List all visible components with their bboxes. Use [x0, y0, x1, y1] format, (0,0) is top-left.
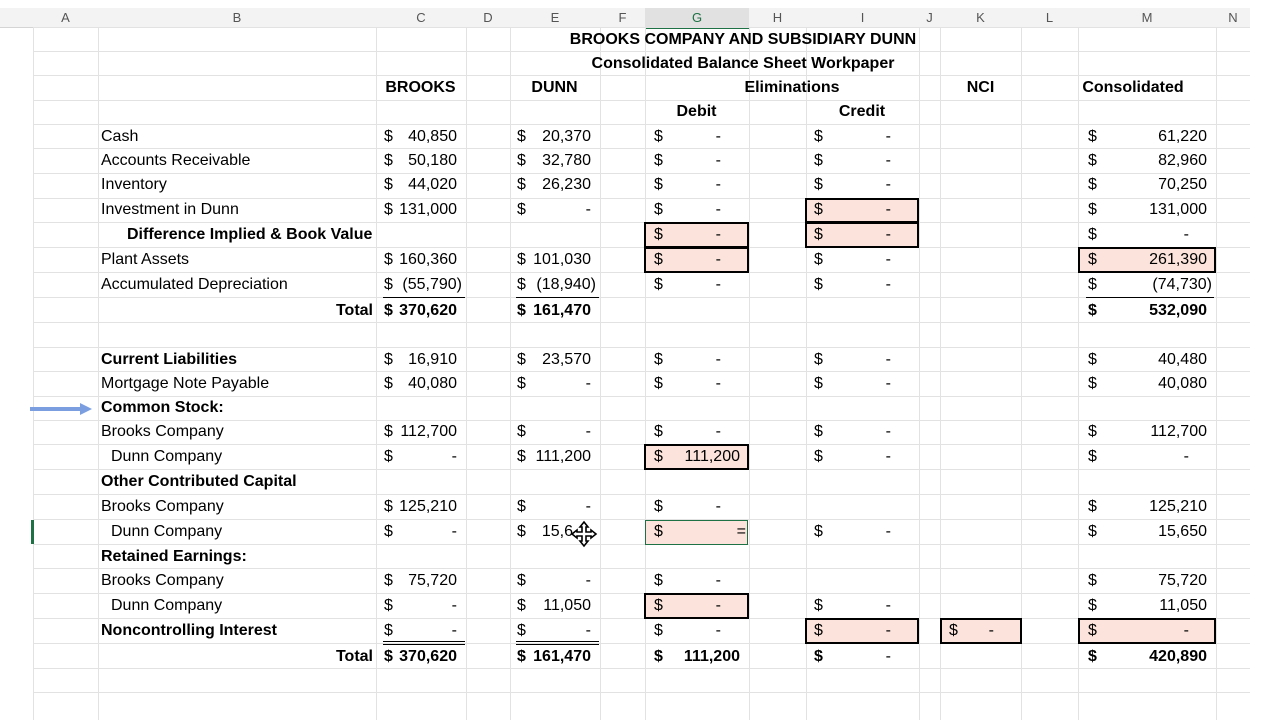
debit-value: 111,200: [684, 448, 740, 465]
debit-value: -: [715, 423, 721, 440]
dunn-value: 20,370: [542, 128, 591, 145]
consolidated-value: 112,700: [1150, 423, 1207, 440]
brooks-value: 125,210: [399, 498, 457, 515]
consolidated-dollar-sign: $: [1088, 128, 1097, 145]
debit-value: -: [715, 622, 721, 639]
dunn-value: 161,470: [533, 302, 591, 319]
brooks-dollar-sign: $: [384, 375, 393, 392]
debit-dollar-sign: $: [654, 201, 663, 218]
credit-dollar-sign: $: [814, 648, 823, 665]
debit-dollar-sign: $: [654, 448, 663, 465]
column-header-h[interactable]: H: [772, 10, 783, 25]
nci-dollar-sign: $: [949, 622, 958, 639]
debit-value: -: [715, 226, 721, 243]
debit-value: -: [715, 276, 721, 293]
row-label: Dunn Company: [111, 448, 223, 465]
credit-dollar-sign: $: [814, 351, 823, 368]
credit-value: -: [885, 176, 891, 193]
dunn-dollar-sign: $: [517, 176, 526, 193]
column-header-c[interactable]: C: [416, 10, 426, 25]
debit-dollar-sign: $: [654, 251, 663, 268]
brooks-value: 112,700: [400, 423, 457, 440]
consolidated-value: 15,650: [1158, 523, 1207, 540]
row-label: Accounts Receivable: [101, 152, 251, 169]
consolidated-dollar-sign: $: [1088, 351, 1097, 368]
consolidated-value: -: [1183, 622, 1189, 639]
brooks-value: -: [451, 523, 457, 540]
credit-value: -: [885, 128, 891, 145]
credit-dollar-sign: $: [814, 276, 823, 293]
header-consolidated: Consolidated: [1082, 79, 1184, 96]
consolidated-dollar-sign: $: [1088, 201, 1097, 218]
debit-dollar-sign: $: [654, 375, 663, 392]
brooks-dollar-sign: $: [384, 351, 393, 368]
column-header-d[interactable]: D: [483, 10, 493, 25]
credit-value: -: [885, 597, 891, 614]
consolidated-dollar-sign: $: [1088, 648, 1097, 665]
brooks-dollar-sign: $: [384, 572, 393, 589]
credit-dollar-sign: $: [814, 448, 823, 465]
dunn-dollar-sign: $: [517, 251, 526, 268]
row-label: Brooks Company: [101, 498, 224, 515]
credit-dollar-sign: $: [814, 152, 823, 169]
column-header-e[interactable]: E: [550, 10, 560, 25]
consolidated-value: 61,220: [1158, 128, 1207, 145]
debit-value: -: [715, 498, 721, 515]
debit-dollar-sign: $: [654, 597, 663, 614]
credit-dollar-sign: $: [814, 226, 823, 243]
row-label: Brooks Company: [101, 423, 224, 440]
credit-dollar-sign: $: [814, 375, 823, 392]
debit-value: -: [715, 351, 721, 368]
column-header-i[interactable]: I: [860, 10, 865, 25]
dunn-value: 11,050: [543, 597, 591, 614]
brooks-value: (55,790): [402, 276, 462, 293]
move-cursor-icon: [570, 520, 598, 548]
brooks-dollar-sign: $: [384, 597, 393, 614]
dunn-value: -: [585, 498, 591, 515]
brooks-dollar-sign: $: [384, 423, 393, 440]
header-brooks: BROOKS: [385, 79, 456, 96]
row-label: Noncontrolling Interest: [101, 622, 277, 639]
consolidated-dollar-sign: $: [1088, 176, 1097, 193]
credit-value: -: [885, 375, 891, 392]
header-eliminations: Eliminations: [744, 79, 840, 96]
dunn-value: -: [585, 622, 591, 639]
column-header-g[interactable]: G: [645, 8, 749, 29]
consolidated-dollar-sign: $: [1088, 276, 1097, 293]
debit-dollar-sign: $: [654, 572, 663, 589]
column-header-k[interactable]: K: [976, 10, 985, 25]
dunn-dollar-sign: $: [517, 597, 526, 614]
brooks-value: 44,020: [408, 176, 457, 193]
dunn-value: -: [585, 572, 591, 589]
dunn-dollar-sign: $: [517, 302, 526, 319]
arrow-annotation-icon: [30, 402, 92, 416]
debit-dollar-sign: $: [654, 226, 663, 243]
debit-dollar-sign: $: [654, 276, 663, 293]
consolidated-dollar-sign: $: [1088, 597, 1097, 614]
consolidated-value: 532,090: [1149, 302, 1207, 319]
dunn-dollar-sign: $: [517, 201, 526, 218]
consolidated-value: 70,250: [1158, 176, 1207, 193]
column-header-l[interactable]: L: [1045, 10, 1054, 25]
dunn-dollar-sign: $: [517, 276, 526, 293]
dunn-dollar-sign: $: [517, 448, 526, 465]
consolidated-value: 261,390: [1149, 251, 1207, 268]
credit-value: -: [885, 648, 891, 665]
consolidated-value: 420,890: [1149, 648, 1207, 665]
consolidated-value: 125,210: [1149, 498, 1207, 515]
consolidated-dollar-sign: $: [1088, 251, 1097, 268]
debit-dollar-sign: $: [654, 176, 663, 193]
dunn-dollar-sign: $: [517, 423, 526, 440]
dunn-dollar-sign: $: [517, 648, 526, 665]
row-label: Retained Earnings:: [101, 548, 247, 565]
debit-value: -: [715, 128, 721, 145]
window-edge: [1250, 0, 1280, 720]
header-debit: Debit: [676, 103, 717, 120]
brooks-dollar-sign: $: [384, 523, 393, 540]
brooks-dollar-sign: $: [384, 152, 393, 169]
consolidated-value: -: [1183, 448, 1189, 465]
debit-dollar-sign: $: [654, 128, 663, 145]
debit-dollar-sign: $: [654, 622, 663, 639]
row-label: Investment in Dunn: [101, 201, 239, 218]
selected-row-indicator: [31, 520, 34, 544]
row-label: Other Contributed Capital: [101, 473, 297, 490]
credit-dollar-sign: $: [814, 523, 823, 540]
brooks-dollar-sign: $: [384, 448, 393, 465]
credit-dollar-sign: $: [814, 251, 823, 268]
column-header-n[interactable]: N: [1228, 10, 1238, 25]
header-credit: Credit: [838, 103, 886, 120]
brooks-dollar-sign: $: [384, 648, 393, 665]
debit-value: -: [715, 251, 721, 268]
dunn-dollar-sign: $: [517, 351, 526, 368]
dunn-dollar-sign: $: [517, 128, 526, 145]
row-label: Cash: [101, 128, 139, 145]
dunn-value: 26,230: [542, 176, 591, 193]
dunn-dollar-sign: $: [517, 375, 526, 392]
credit-value: -: [885, 622, 891, 639]
row-label: Current Liabilities: [101, 351, 238, 368]
credit-value: -: [885, 523, 891, 540]
nci-value: -: [988, 622, 994, 639]
brooks-dollar-sign: $: [384, 201, 393, 218]
consolidated-dollar-sign: $: [1088, 622, 1097, 639]
dunn-value: -: [585, 201, 591, 218]
debit-dollar-sign: $: [654, 648, 663, 665]
consolidated-value: (74,730): [1152, 276, 1212, 293]
brooks-dollar-sign: $: [384, 128, 393, 145]
consolidated-dollar-sign: $: [1088, 523, 1097, 540]
brooks-value: 40,850: [408, 128, 457, 145]
header-dunn: DUNN: [531, 79, 578, 96]
row-label: Brooks Company: [101, 572, 224, 589]
row-label: Total: [335, 302, 373, 319]
row-label: Common Stock:: [101, 399, 224, 416]
column-header-f[interactable]: F: [618, 10, 627, 25]
brooks-value: 131,000: [399, 201, 457, 218]
consolidated-dollar-sign: $: [1088, 572, 1097, 589]
credit-value: -: [885, 423, 891, 440]
dunn-dollar-sign: $: [517, 572, 526, 589]
dunn-value: 101,030: [533, 251, 591, 268]
column-header-a[interactable]: A: [61, 10, 70, 25]
row-label: Dunn Company: [111, 523, 223, 540]
debit-value: 111,200: [683, 648, 740, 665]
credit-value: -: [885, 351, 891, 368]
brooks-value: -: [451, 448, 457, 465]
credit-value: -: [885, 251, 891, 268]
brooks-dollar-sign: $: [384, 176, 393, 193]
credit-value: -: [885, 201, 891, 218]
consolidated-value: 75,720: [1158, 572, 1207, 589]
dunn-value: 23,570: [542, 351, 591, 368]
debit-dollar-sign: $: [654, 498, 663, 515]
brooks-value: -: [451, 597, 457, 614]
credit-value: -: [885, 448, 891, 465]
row-label: Difference Implied & Book Value: [127, 226, 373, 243]
consolidated-value: 82,960: [1158, 152, 1207, 169]
highlight-cons-nci: [1078, 618, 1216, 644]
dunn-value: (18,940): [536, 276, 596, 293]
dunn-value: -: [585, 423, 591, 440]
consolidated-dollar-sign: $: [1088, 423, 1097, 440]
brooks-value: 50,180: [408, 152, 457, 169]
brooks-value: 370,620: [399, 302, 457, 319]
brooks-value: -: [451, 622, 457, 639]
brooks-dollar-sign: $: [384, 622, 393, 639]
dunn-value: 15,6: [541, 523, 573, 540]
brooks-value: 40,080: [408, 375, 457, 392]
dunn-dollar-sign: $: [517, 152, 526, 169]
column-header-b[interactable]: B: [232, 10, 242, 25]
dunn-value: 111,200: [535, 448, 591, 465]
row-label: Mortgage Note Payable: [101, 375, 270, 392]
credit-dollar-sign: $: [814, 201, 823, 218]
brooks-dollar-sign: $: [384, 302, 393, 319]
header-nci: NCI: [966, 79, 995, 96]
report-title: BROOKS COMPANY AND SUBSIDIARY DUNN: [569, 31, 917, 48]
dunn-value: -: [585, 375, 591, 392]
report-subtitle: Consolidated Balance Sheet Workpaper: [591, 55, 895, 72]
debit-dollar-sign: $: [654, 523, 663, 540]
dunn-value: 32,780: [542, 152, 591, 169]
debit-value: -: [715, 572, 721, 589]
credit-dollar-sign: $: [814, 597, 823, 614]
credit-value: -: [885, 152, 891, 169]
column-header-m[interactable]: M: [1141, 10, 1153, 25]
debit-dollar-sign: $: [654, 423, 663, 440]
consolidated-value: 40,480: [1158, 351, 1207, 368]
dunn-dollar-sign: $: [517, 498, 526, 515]
consolidated-value: 40,080: [1158, 375, 1207, 392]
dunn-value: 161,470: [533, 648, 591, 665]
brooks-value: 370,620: [399, 648, 457, 665]
dunn-dollar-sign: $: [517, 523, 526, 540]
brooks-dollar-sign: $: [384, 251, 393, 268]
brooks-value: 16,910: [408, 351, 457, 368]
brooks-dollar-sign: $: [384, 276, 393, 293]
column-header-j[interactable]: J: [926, 10, 933, 25]
brooks-value: 75,720: [408, 572, 457, 589]
debit-value: =: [736, 523, 746, 540]
brooks-dollar-sign: $: [384, 498, 393, 515]
consolidated-dollar-sign: $: [1088, 226, 1097, 243]
row-label: Total: [335, 648, 373, 665]
credit-value: -: [885, 226, 891, 243]
consolidated-dollar-sign: $: [1088, 152, 1097, 169]
row-label: Plant Assets: [101, 251, 190, 268]
credit-dollar-sign: $: [814, 423, 823, 440]
debit-value: -: [715, 375, 721, 392]
consolidated-dollar-sign: $: [1088, 448, 1097, 465]
debit-dollar-sign: $: [654, 351, 663, 368]
dunn-dollar-sign: $: [517, 622, 526, 639]
credit-value: -: [885, 276, 891, 293]
consolidated-value: 11,050: [1159, 597, 1207, 614]
credit-dollar-sign: $: [814, 622, 823, 639]
debit-value: -: [715, 176, 721, 193]
consolidated-dollar-sign: $: [1088, 375, 1097, 392]
debit-dollar-sign: $: [654, 152, 663, 169]
consolidated-value: -: [1183, 226, 1189, 243]
consolidated-value: 131,000: [1149, 201, 1207, 218]
row-label: Dunn Company: [111, 597, 223, 614]
credit-dollar-sign: $: [814, 128, 823, 145]
brooks-value: 160,360: [399, 251, 457, 268]
row-label: Inventory: [101, 176, 167, 193]
consolidated-dollar-sign: $: [1088, 498, 1097, 515]
row-label: Accumulated Depreciation: [101, 276, 288, 293]
debit-value: -: [715, 201, 721, 218]
credit-dollar-sign: $: [814, 176, 823, 193]
debit-value: -: [715, 152, 721, 169]
consolidated-dollar-sign: $: [1088, 302, 1097, 319]
debit-value: -: [715, 597, 721, 614]
